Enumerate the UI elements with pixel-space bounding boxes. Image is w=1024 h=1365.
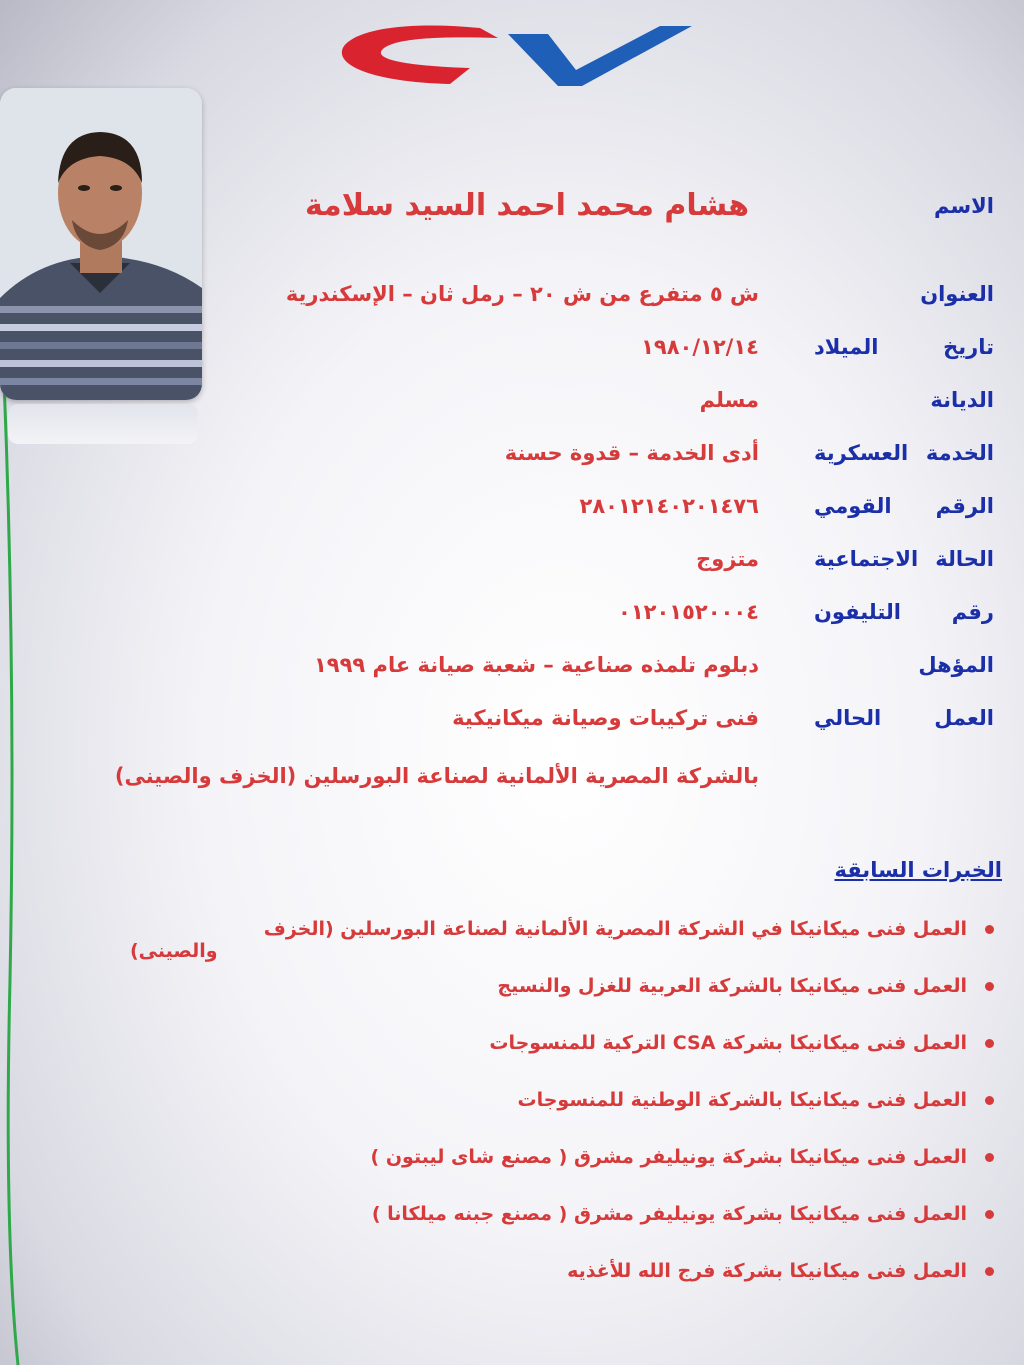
field-value: ش ٥ متفرع من ش ٢٠ – رمل ثان – الإسكندرية: [285, 282, 759, 306]
field-value: ١٩٨٠/١٢/١٤: [641, 335, 759, 359]
field-value: بالشركة المصرية الألمانية لصناعة البورسلين (الخزف والصينى): [114, 764, 759, 788]
bullet-icon: [985, 1039, 994, 1048]
bullet-icon: [985, 925, 994, 934]
experience-text: العمل فنى ميكانيكا بالشركة الوطنية للمنسوجات: [517, 1089, 967, 1111]
experience-text: العمل فنى ميكانيكا بشركة CSA التركية للمنسوجات: [489, 1032, 967, 1054]
field-label: تاريخ الميلاد: [814, 335, 994, 359]
field-label: الحالة الاجتماعية: [814, 547, 994, 571]
field-military-service: [150, 441, 994, 481]
field-value: هشام محمد احمد السيد سلامة: [304, 188, 749, 223]
field-current-job: [150, 706, 994, 746]
experience-item: [517, 1089, 994, 1111]
field-address: [150, 282, 994, 322]
field-national-id: [150, 494, 994, 534]
experience-text-wrap: والصينى): [130, 940, 218, 962]
experience-text: العمل فنى ميكانيكا بشركة يونيليفر مشرق ( مصنع شاى ليبتون ): [370, 1146, 967, 1168]
experience-text: العمل فنى ميكانيكا في الشركة المصرية الألمانية لصناعة البورسلين (الخزف: [263, 918, 967, 940]
field-value: ٠١٢٠١٥٢٠٠٠٤: [618, 600, 759, 624]
bullet-icon: [985, 1267, 994, 1276]
current-job-line2: [114, 764, 994, 804]
experience-text: العمل فنى ميكانيكا بشركة يونيليفر مشرق ( مصنع جبنه ميلكانا ): [371, 1203, 967, 1225]
field-label: الديانة: [930, 388, 994, 412]
bullet-icon: [985, 1210, 994, 1219]
experience-item: [489, 1032, 994, 1054]
field-value: أدى الخدمة – قدوة حسنة: [504, 441, 759, 465]
field-label: الرقم القومي: [814, 494, 994, 518]
bullet-icon: [985, 1096, 994, 1105]
experience-item: [567, 1260, 994, 1282]
field-religion: [150, 388, 994, 428]
field-marital-status: [150, 547, 994, 587]
field-value: مسلم: [699, 388, 759, 412]
field-value: فنى تركيبات وصيانة ميكانيكية: [452, 706, 759, 730]
experience-text: العمل فنى ميكانيكا بشركة فرج الله للأغذيه: [567, 1260, 967, 1282]
experience-item: [372, 1203, 994, 1225]
experience-title: الخبرات السابقة: [834, 858, 1002, 882]
field-phone: [150, 600, 994, 640]
field-name: [150, 188, 994, 234]
field-label: المؤهل: [918, 653, 994, 677]
experience-text: العمل فنى ميكانيكا بالشركة العربية للغزل والنسيج: [497, 975, 967, 997]
field-value: متزوج: [696, 547, 759, 571]
field-label: الاسم: [934, 194, 994, 218]
field-label: العمل الحالي: [814, 706, 994, 730]
green-edge-line: [0, 380, 26, 1365]
field-qualification: [150, 653, 994, 693]
cv-logo: [330, 20, 700, 90]
field-birthdate: [150, 335, 994, 375]
field-label: العنوان: [920, 282, 994, 306]
field-value: ٢٨٠١٢١٤٠٢٠١٤٧٦: [579, 494, 759, 518]
field-label: الخدمة العسكرية: [814, 441, 994, 465]
field-value: دبلوم تلمذه صناعية – شعبة صيانة عام ١٩٩٩: [313, 653, 759, 677]
bullet-icon: [985, 982, 994, 991]
experience-item: [497, 975, 994, 997]
experience-item: [264, 918, 994, 940]
experience-item: [371, 1146, 994, 1168]
field-label: رقم التليفون: [814, 600, 994, 624]
bullet-icon: [985, 1153, 994, 1162]
